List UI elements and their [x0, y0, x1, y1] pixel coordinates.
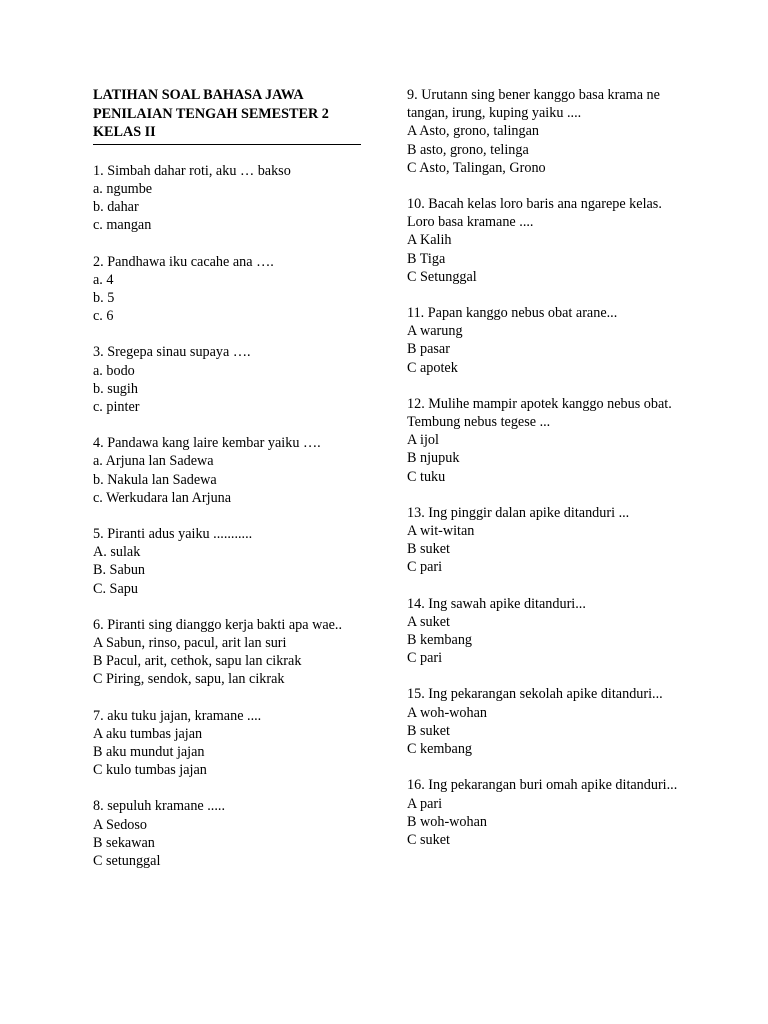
question-text: 7. aku tuku jajan, kramane .... — [93, 707, 262, 724]
question-4 — [93, 434, 368, 507]
question-subtext: Loro basa kramane .... — [407, 214, 534, 231]
question-text: 4. Pandawa kang laire kembar yaiku …. — [93, 435, 321, 452]
question-text: 9. Urutann sing bener kanggo basa krama ne tangan, irung, kuping yaiku .... — [407, 87, 660, 122]
option-a: A suket — [407, 613, 450, 630]
option-c: C. Sapu — [93, 580, 138, 597]
option-b: B njupuk — [407, 450, 460, 467]
option-c: C setunggal — [93, 853, 161, 870]
question-6 — [93, 616, 368, 689]
option-c: C suket — [407, 831, 450, 848]
option-b: B kembang — [407, 632, 473, 649]
option-c: C Piring, sendok, sapu, lan cikrak — [93, 671, 285, 688]
question-1 — [93, 162, 368, 235]
question-text: 3. Sregepa sinau supaya …. — [93, 344, 251, 361]
option-a: A woh-wohan — [407, 704, 487, 721]
question-text: 13. Ing pinggir dalan apike ditanduri ... — [407, 504, 630, 521]
option-a: A Asto, grono, talingan — [407, 123, 540, 140]
option-c: C Asto, Talingan, Grono — [407, 159, 546, 176]
option-c: C pari — [407, 650, 443, 667]
question-13 — [407, 504, 697, 577]
question-2 — [93, 253, 368, 326]
option-b: B sekawan — [93, 834, 155, 851]
question-text: 5. Piranti adus yaiku ........... — [93, 526, 253, 543]
option-c: C Setunggal — [407, 268, 477, 285]
question-text: 8. sepuluh kramane ..... — [93, 798, 225, 815]
option-b: B suket — [407, 541, 450, 558]
option-a: A Kalih — [407, 232, 452, 249]
option-a: A wit-witan — [407, 523, 475, 540]
option-b: b. 5 — [93, 290, 115, 306]
question-text: 11. Papan kanggo nebus obat arane... — [407, 305, 618, 322]
option-c: C tuku — [407, 468, 446, 485]
option-a: a. bodo — [93, 362, 135, 379]
option-b: B Pacul, arit, cethok, sapu lan cikrak — [93, 653, 302, 670]
question-text: 14. Ing sawah apike ditanduri... — [407, 595, 586, 612]
question-3 — [93, 343, 368, 416]
option-a: A ijol — [407, 432, 439, 449]
question-7 — [93, 707, 368, 780]
option-b: B. Sabun — [93, 562, 146, 579]
option-c: C apotek — [407, 359, 458, 376]
option-b: B woh-wohan — [407, 813, 487, 830]
option-c: c. Werkudara lan Arjuna — [93, 489, 232, 506]
option-a: a. ngumbe — [93, 180, 153, 197]
question-text: 1. Simbah dahar roti, aku … bakso — [93, 162, 291, 179]
question-8 — [93, 797, 368, 870]
option-a: a. 4 — [93, 271, 114, 288]
title-line-1: LATIHAN SOAL BAHASA JAWA — [93, 87, 304, 103]
question-11 — [407, 304, 697, 377]
option-b: B asto, grono, telinga — [407, 141, 529, 158]
option-c: C pari — [407, 559, 443, 576]
right-column — [407, 86, 697, 867]
option-c: c. mangan — [93, 217, 152, 234]
option-a: A Sedoso — [93, 816, 147, 833]
option-b: b. dahar — [93, 199, 139, 216]
left-column — [93, 86, 368, 888]
option-c: c. pinter — [93, 399, 140, 416]
document-title — [93, 86, 361, 145]
question-10 — [407, 195, 697, 286]
option-b: B pasar — [407, 341, 450, 358]
question-5 — [93, 525, 368, 598]
option-c: C kulo tumbas jajan — [93, 762, 207, 779]
option-a: A aku tumbas jajan — [93, 725, 203, 742]
question-text: 10. Bacah kelas loro baris ana ngarepe kelas. — [407, 196, 662, 213]
question-text: 16. Ing pekarangan buri omah apike ditanduri... — [407, 777, 678, 794]
option-a: A Sabun, rinso, pacul, arit lan suri — [93, 635, 287, 652]
question-text: 2. Pandhawa iku cacahe ana …. — [93, 253, 274, 270]
option-a: A pari — [407, 795, 443, 812]
question-9 — [407, 86, 697, 177]
question-text: 6. Piranti sing dianggo kerja bakti apa wae.. — [93, 616, 343, 633]
question-15 — [407, 685, 697, 758]
question-12 — [407, 395, 697, 486]
option-b: B Tiga — [407, 250, 446, 267]
option-a: A warung — [407, 323, 463, 340]
question-text: 15. Ing pekarangan sekolah apike ditanduri... — [407, 686, 663, 703]
question-14 — [407, 595, 697, 668]
option-b: B aku mundut jajan — [93, 744, 205, 761]
option-b: B suket — [407, 722, 450, 739]
option-c: c. 6 — [93, 308, 114, 325]
option-a: a. Arjuna lan Sadewa — [93, 453, 214, 470]
question-text: 12. Mulihe mampir apotek kanggo nebus obat. Tembung nebus tegese ... — [407, 395, 672, 431]
option-b: b. sugih — [93, 380, 138, 397]
title-line-3: KELAS II — [93, 124, 156, 141]
question-16 — [407, 776, 697, 849]
title-line-2: PENILAIAN TENGAH SEMESTER 2 — [93, 105, 329, 122]
option-c: C kembang — [407, 741, 473, 758]
option-a: A. sulak — [93, 544, 141, 561]
option-b: b. Nakula lan Sadewa — [93, 471, 217, 488]
